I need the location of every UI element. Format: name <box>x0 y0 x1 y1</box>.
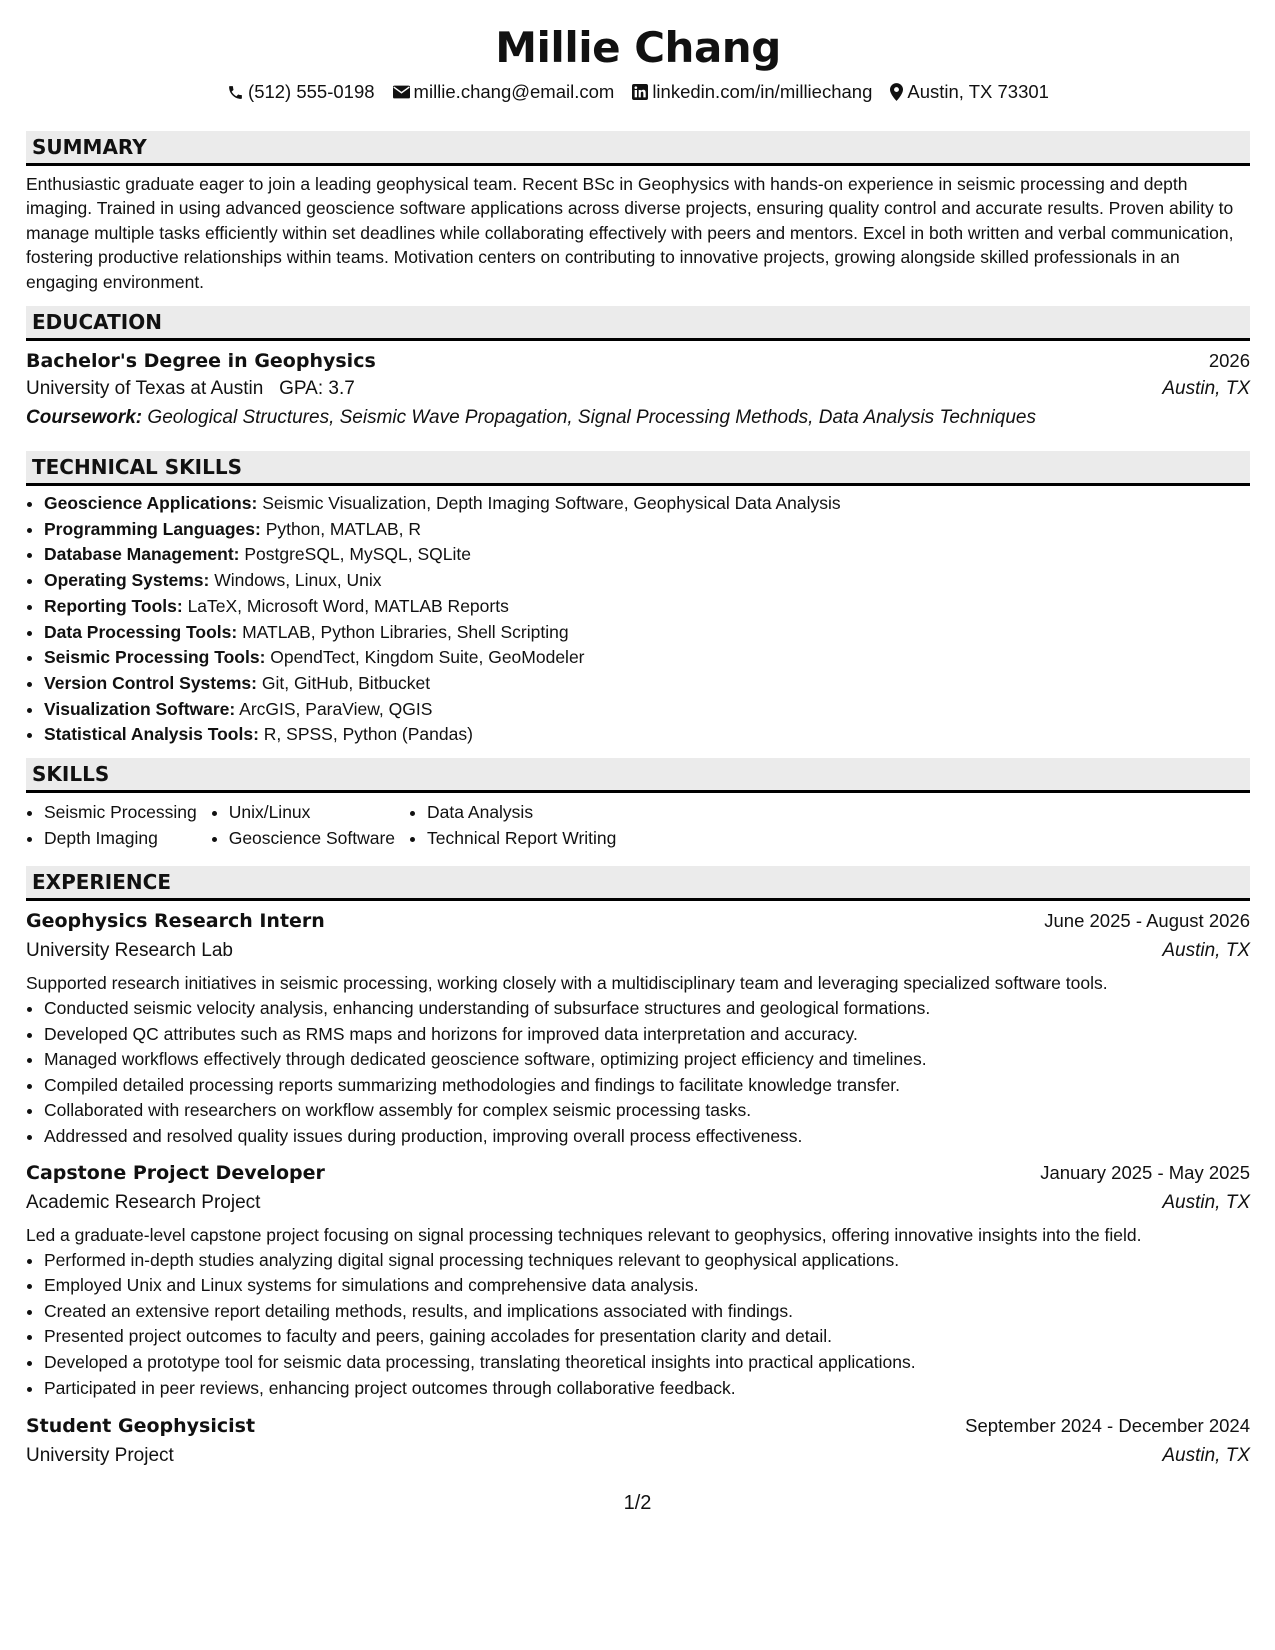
job-dates: January 2025 - May 2025 <box>1040 1161 1250 1183</box>
list-item: • Managed workflows effectively through dedicated geoscience software, optimizing project efficiency and timelines. <box>44 1047 1250 1073</box>
list-item: • Geoscience Applications: Seismic Visualization, Depth Imaging Software, Geophysical Data Analysis <box>44 491 1250 517</box>
list-item: • Collaborated with researchers on workflow assembly for complex seismic processing tasks. <box>44 1098 1250 1124</box>
job-title: Geophysics Research Intern <box>26 910 325 933</box>
contact-bar <box>26 78 1250 106</box>
degree-title: Bachelor's Degree in Geophysics <box>26 349 376 372</box>
list-item: • Presented project outcomes to faculty and peers, gaining accolades for presentation clarity and detail. <box>44 1324 1250 1350</box>
job-title: Student Geophysicist <box>26 1415 256 1438</box>
experience-heading: EXPERIENCE <box>26 866 1250 901</box>
school-name: University of Texas at Austin <box>26 377 264 399</box>
list-item: • Seismic Processing Tools: OpendTect, Kingdom Suite, GeoModeler <box>44 645 1250 671</box>
list-item: • Geoscience Software <box>229 826 395 852</box>
phone-icon <box>227 84 244 101</box>
job-org: University Research Lab <box>26 940 233 962</box>
summary-heading: SUMMARY <box>26 131 1250 166</box>
contact-linkedin[interactable] <box>632 81 872 103</box>
skills-column <box>26 800 197 851</box>
technical-skills-list <box>26 491 1250 748</box>
job-dates: June 2025 - August 2026 <box>1044 910 1250 932</box>
job-dates: September 2024 - December 2024 <box>965 1415 1250 1437</box>
list-item: • Depth Imaging <box>44 826 197 852</box>
skills-column <box>211 800 395 851</box>
contact-email[interactable] <box>393 81 615 103</box>
summary-text: Enthusiastic graduate eager to join a leading geophysical team. Recent BSc in Geophysics with hands-on experience in seismic processing and depth imaging. Trained in using advanced geoscience software applications across diverse projects, ensuring quality control and accurate results. Proven ability to manage multiple tasks efficiently within set deadlines while collaborating effectively with peers and mentors. Excel in both written and verbal communication, fostering productive relationships within teams. Motivation centers on contributing to innovative projects, growing alongside skilled professionals in an engaging environment. <box>26 174 1234 292</box>
job-org: University Project <box>26 1445 174 1467</box>
list-item: • Performed in-depth studies analyzing digital signal processing techniques relevant to geophysical applications. <box>44 1248 1250 1274</box>
list-item: • Developed QC attributes such as RMS maps and horizons for improved data interpretation and accuracy. <box>44 1022 1250 1048</box>
job-summary: Led a graduate-level capstone project focusing on signal processing techniques relevant to geophysics, offering innovative insights into the field. <box>26 1224 1142 1245</box>
map-pin-icon <box>890 83 903 101</box>
job-location: Austin, TX <box>1162 1191 1250 1213</box>
school-location: Austin, TX <box>1162 377 1250 399</box>
contact-phone[interactable] <box>227 81 375 103</box>
graduation-year: 2026 <box>1208 349 1250 371</box>
page-number: 1/2 <box>623 1492 652 1514</box>
list-item: • Seismic Processing <box>44 800 197 826</box>
experience-entry <box>26 1411 1250 1471</box>
list-item: • Technical Report Writing <box>427 826 616 852</box>
education-heading: EDUCATION <box>26 306 1250 341</box>
list-item: • Compiled detailed processing reports summarizing methodologies and findings to facilitate knowledge transfer. <box>44 1073 1250 1099</box>
job-title: Capstone Project Developer <box>26 1161 325 1184</box>
experience-entry <box>26 1158 1250 1402</box>
job-bullets <box>26 1248 1250 1402</box>
skills-grid <box>26 800 1250 851</box>
list-item: • Statistical Analysis Tools: R, SPSS, Python (Pandas) <box>44 722 1250 748</box>
list-item: • Programming Languages: Python, MATLAB, R <box>44 517 1250 543</box>
technical-skills-heading: TECHNICAL SKILLS <box>26 451 1250 486</box>
location-text: Austin, TX 73301 <box>907 81 1049 102</box>
list-item: • Created an extensive report detailing methods, results, and implications associated with findings. <box>44 1299 1250 1325</box>
job-org: Academic Research Project <box>26 1191 261 1213</box>
list-item: • Developed a prototype tool for seismic data processing, translating theoretical insights into practical applications. <box>44 1350 1250 1376</box>
email-text: millie.chang@email.com <box>413 81 615 102</box>
list-item: • Participated in peer reviews, enhancing project outcomes through collaborative feedback. <box>44 1376 1250 1402</box>
experience-entry <box>26 906 1250 1150</box>
list-item: • Visualization Software: ArcGIS, ParaView, QGIS <box>44 697 1250 723</box>
resume-page <box>26 0 1250 1471</box>
list-item: • Version Control Systems: Git, GitHub, Bitbucket <box>44 671 1250 697</box>
list-item: • Operating Systems: Windows, Linux, Unix <box>44 568 1250 594</box>
list-item: • Reporting Tools: LaTeX, Microsoft Word, MATLAB Reports <box>44 594 1250 620</box>
job-location: Austin, TX <box>1162 1445 1250 1467</box>
list-item: • Data Analysis <box>427 800 616 826</box>
contact-location <box>890 81 1049 103</box>
skills-heading: SKILLS <box>26 758 1250 793</box>
list-item: • Unix/Linux <box>229 800 395 826</box>
skills-column <box>409 800 616 851</box>
linkedin-icon <box>632 84 648 100</box>
phone-text: (512) 555-0198 <box>248 81 375 102</box>
job-summary: Supported research initiatives in seismic processing, working closely with a multidisciplinary team and leveraging specialized software tools. <box>26 973 1108 994</box>
envelope-icon <box>393 85 410 99</box>
list-item: • Conducted seismic velocity analysis, enhancing understanding of subsurface structures and geological formations. <box>44 996 1250 1022</box>
education-entry <box>26 347 1250 433</box>
candidate-name: Millie Chang <box>495 23 781 72</box>
gpa: GPA: 3.7 <box>279 377 355 399</box>
coursework-list: Geological Structures, Seismic Wave Propagation, Signal Processing Methods, Data Analysis Techniques <box>147 407 1036 429</box>
list-item: • Data Processing Tools: MATLAB, Python Libraries, Shell Scripting <box>44 620 1250 646</box>
linkedin-text: linkedin.com/in/milliechang <box>652 81 873 102</box>
list-item: • Addressed and resolved quality issues during production, improving overall process effectiveness. <box>44 1124 1250 1150</box>
job-location: Austin, TX <box>1162 940 1250 962</box>
coursework-label: Coursework: <box>26 407 143 429</box>
job-bullets <box>26 996 1250 1150</box>
list-item: • Database Management: PostgreSQL, MySQL, SQLite <box>44 542 1250 568</box>
list-item: • Employed Unix and Linux systems for simulations and comprehensive data analysis. <box>44 1273 1250 1299</box>
